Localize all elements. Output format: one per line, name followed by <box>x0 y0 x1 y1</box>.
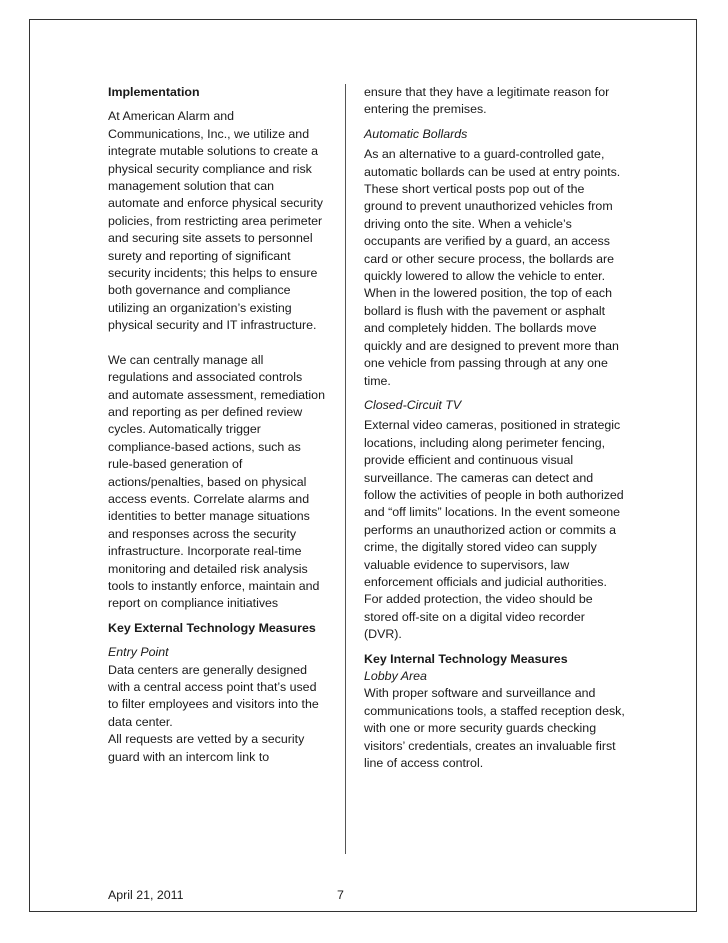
lobby-paragraph: With proper software and surveillance and communications tools, a staffed reception desk, with one or more security guards checking visitors’ credentials, creates an invaluable first line of access control. <box>364 686 625 771</box>
implementation-paragraph-2: We can centrally manage all regulations and associated controls and automate assessment, remediation and reporting as per defined review cycles. Automatically trigger compliance-based actions, such as rule-based generation of actions/penalties, based on physical access events. Correlate alarms and identities to better manage situations and responses across the security infrastructure. Incorporate real-time monitoring and detailed risk analysis tools to instantly enforce, maintain and report on compliance initiatives <box>108 352 325 611</box>
bollards-paragraph: As an alternative to a guard-controlled gate, automatic bollards can be used at entry points. These short vertical posts pop out of the ground to prevent unauthorized vehicles from driving onto the site. When a vehicle’s occupants are verified by a guard, an access card or other secure process, the bollards are quickly lowered to allow the vehicle to enter. When in the lowered position, the top of each bollard is flush with the pavement or asphalt and completely hidden. The bollards move quickly and are designed to prevent more than one vehicle from passing through at any one time. <box>364 147 621 388</box>
cctv-subheading: Closed-Circuit TV <box>364 397 462 412</box>
implementation-paragraph-1: At American Alarm and Communications, Inc., we utilize and integrate mutable solutions to create a physical security compliance and risk management solution that can automate and enforce physical security policies, from restricting area perimeter and securing site assets to personnel surety and reporting of significant security incidents; this helps to ensure both governance and compliance utilizing an organization’s existing physical security and IT infrastructure. <box>108 109 323 333</box>
page-number: 7 <box>337 888 344 902</box>
left-column <box>108 84 326 766</box>
lobby-subheading: Lobby Area <box>364 669 427 683</box>
footer-date: April 21, 2011 <box>108 888 184 902</box>
external-measures-heading: Key External Technology Measures <box>108 620 316 635</box>
bollards-subheading: Automatic Bollards <box>364 126 468 141</box>
entry-point-paragraph-1: Data centers are generally designed with a central access point that’s used to filter employees and visitors into the data center. <box>108 662 319 729</box>
entry-point-paragraph-2: All requests are vetted by a security guard with an intercom link to <box>108 732 305 764</box>
entry-point-subheading: Entry Point <box>108 645 169 660</box>
cctv-paragraph: External video cameras, positioned in strategic locations, including along perimeter fencing, provide efficient and continuous visual surveillance. The cameras can detect and follow the activities of people in both authorized and “off limits” locations. In the event someone performs an unauthorized action or commits a crime, the digitally stored video can supply valuable evidence to supervisors, law enforcement officials and judicial authorities. For added protection, the video should be stored off-site on a digital video recorder (DVR). <box>364 418 624 642</box>
internal-measures-heading: Key Internal Technology Measures <box>364 651 568 666</box>
right-column <box>364 84 626 772</box>
entry-point-continued: ensure that they have a legitimate reason for entering the premises. <box>364 85 610 117</box>
implementation-heading: Implementation <box>108 85 200 99</box>
column-divider <box>345 84 346 854</box>
